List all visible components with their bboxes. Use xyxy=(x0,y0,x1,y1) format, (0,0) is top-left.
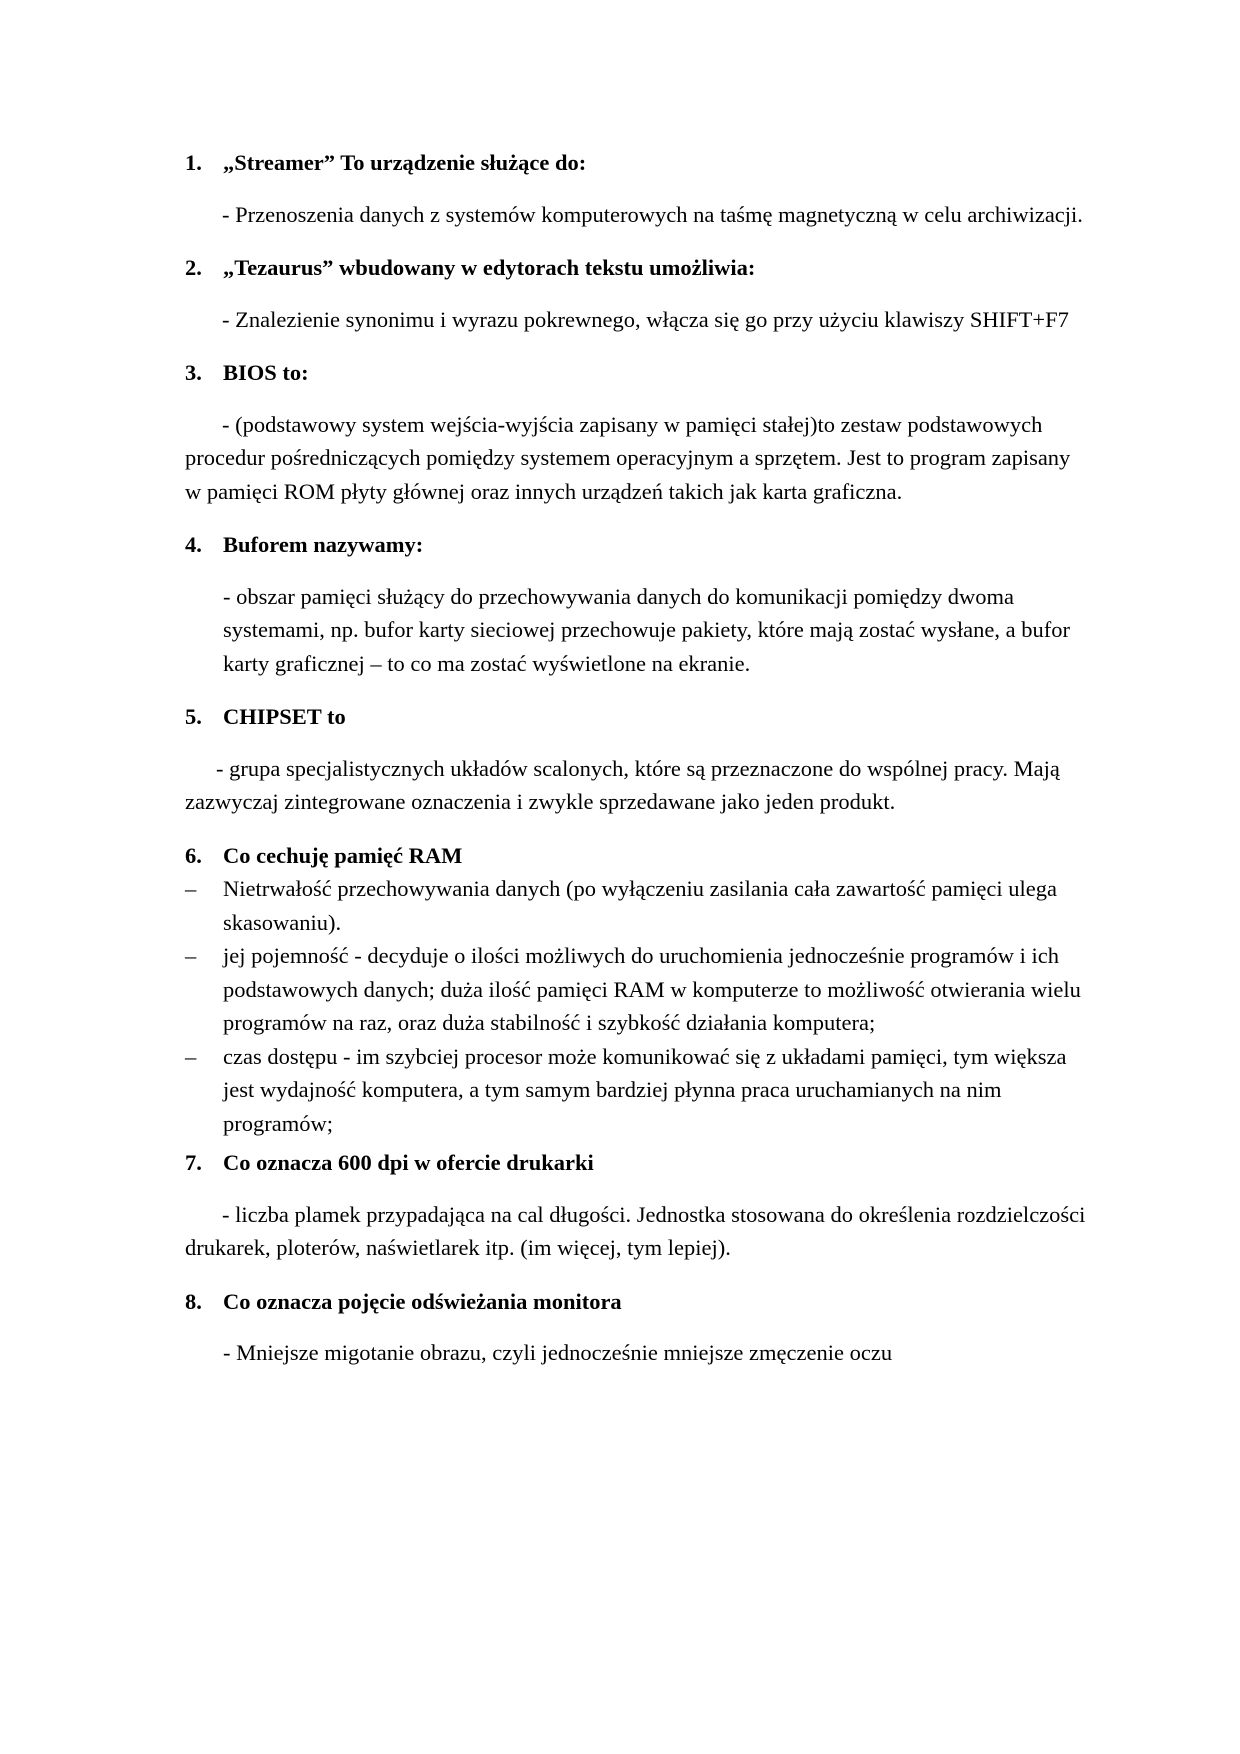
document-body xyxy=(185,146,1090,1370)
list-item xyxy=(185,872,1090,939)
question-text: Co cechuję pamięć RAM xyxy=(223,842,463,868)
dash-bullet: – xyxy=(185,876,197,901)
question-text: CHIPSET to xyxy=(223,704,346,729)
answer-2: - Znalezienie synonimu i wyrazu pokrewnego, włącza się go przy użyciu klawiszy SHIFT+F7 xyxy=(222,306,1069,332)
answer-8: - Mniejsze migotanie obrazu, czyli jednocześnie mniejsze zmęczenie oczu xyxy=(223,1340,893,1365)
question-number: 1. xyxy=(185,150,202,175)
question-number: 2. xyxy=(185,255,202,280)
question-4 xyxy=(185,528,1090,562)
answer-1: - Przenoszenia danych z systemów komputerowych na taśmę magnetyczną w celu archiwizacji. xyxy=(222,201,1083,227)
list-item-text: czas dostępu - im szybciej procesor może komunikować się z układami pamięci, tym większa jest wydajność komputera, a tym samym bardziej płynna praca uruchamianych na nim programów; xyxy=(223,1043,1067,1136)
list-item xyxy=(185,1040,1090,1141)
question-5 xyxy=(185,700,1090,734)
list-item xyxy=(185,939,1090,1040)
list-item-text: Nietrwałość przechowywania danych (po wyłączeniu zasilania cała zawartość pamięci ulega skasowaniu). xyxy=(223,876,1057,935)
answer-5: - grupa specjalistycznych układów scalonych, które są przeznaczone do wspólnej pracy. Mają zazwyczaj zintegrowane oznaczenia i zwykle sprzedawane jako jeden produkt. xyxy=(185,755,1060,814)
question-text: „Streamer” To urządzenie służące do: xyxy=(223,150,587,175)
question-1 xyxy=(185,146,1090,180)
question-number: 4. xyxy=(185,532,202,557)
question-text: Buforem nazywamy: xyxy=(223,532,424,557)
question-number: 8. xyxy=(185,1288,202,1314)
question-7 xyxy=(185,1146,1090,1180)
question-number: 7. xyxy=(185,1150,202,1175)
dash-bullet: – xyxy=(185,1043,197,1069)
question-number: 5. xyxy=(185,704,202,729)
question-text: „Tezaurus” wbudowany w edytorach tekstu umożliwia: xyxy=(223,255,756,280)
question-text: Co oznacza 600 dpi w ofercie drukarki xyxy=(223,1150,594,1175)
question-number: 6. xyxy=(185,842,202,868)
answer-4: - obszar pamięci służący do przechowywania danych do komunikacji pomiędzy dwoma systemami, np. bufor karty sieciowej przechowuje pakiety, które mają zostać wysłane, a bufor karty graficznej – to co ma zostać wyświetlone na ekranie. xyxy=(223,583,1071,676)
question-text: Co oznacza pojęcie odświeżania monitora xyxy=(223,1288,622,1314)
question-6 xyxy=(185,839,1090,873)
answer-7: - liczba plamek przypadająca na cal długości. Jednostka stosowana do określenia rozdzielczości drukarek, ploterów, naświetlarek itp. (im więcej, tym lepiej). xyxy=(185,1201,1086,1260)
list-item-text: jej pojemność - decyduje o ilości możliwych do uruchomienia jednocześnie programów i ich podstawowych danych; duża ilość pamięci RAM w komputerze to możliwość otwierania wielu programów na raz, oraz duża stabilność i szybkość działania komputera; xyxy=(223,943,1081,1035)
question-3 xyxy=(185,356,1090,390)
question-8 xyxy=(185,1285,1090,1319)
question-text: BIOS to: xyxy=(223,360,309,385)
question-2 xyxy=(185,251,1090,285)
dash-bullet: – xyxy=(185,943,197,968)
answer-3: - (podstawowy system wejścia-wyjścia zapisany w pamięci stałej)to zestaw podstawowych procedur pośredniczących pomiędzy systemem operacyjnym a sprzętem. Jest to program zapisany w pamięci ROM płyty głównej oraz innych urządzeń takich jak karta graficzna. xyxy=(185,411,1071,504)
question-number: 3. xyxy=(185,360,202,385)
